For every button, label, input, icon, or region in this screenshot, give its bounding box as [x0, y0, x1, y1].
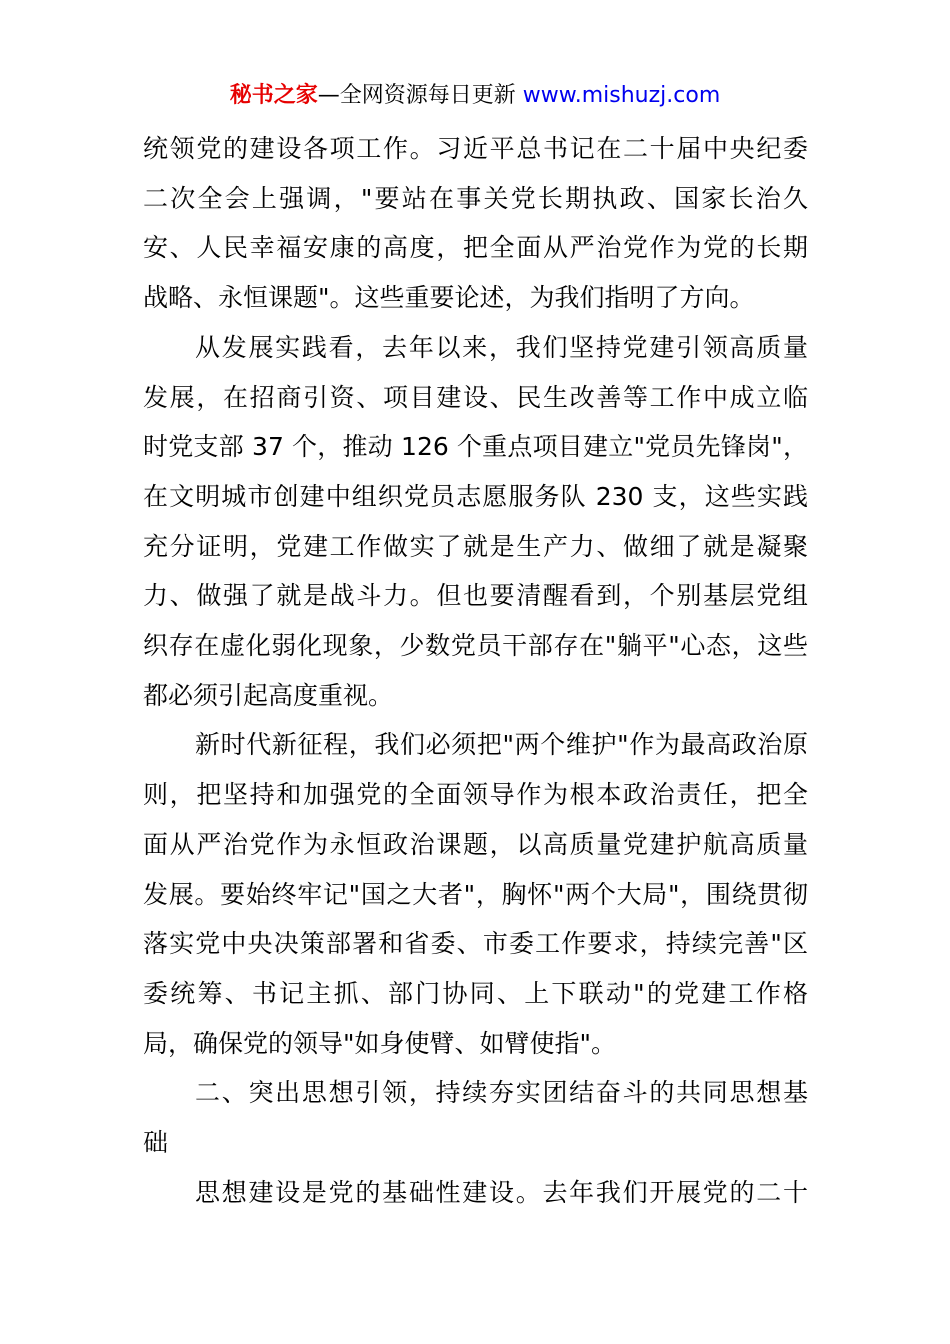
- text-line: 都必须引起高度重视。: [143, 680, 394, 710]
- text-line: 时党支部 37 个，推动 126 个重点项目建立"党员先锋岗"，: [143, 432, 808, 462]
- text-line: 落实党中央决策部署和省委、市委工作要求，持续完善"区: [143, 929, 808, 959]
- text-line: 二次全会上强调，"要站在事关党长期执政、国家长治久: [143, 183, 808, 213]
- text-line: 织存在虚化弱化现象，少数党员干部存在"躺平"心态，这些: [143, 631, 808, 661]
- text-line: 安、人民幸福安康的高度，把全面从严治党作为党的长期: [143, 233, 808, 263]
- site-url-link[interactable]: www.mishuzj.com: [522, 83, 721, 108]
- site-brand: 秘书之家: [229, 83, 318, 108]
- text-line: 思想建设是党的基础性建设。去年我们开展党的二十: [195, 1177, 808, 1207]
- text-line: 充分证明，党建工作做实了就是生产力、做细了就是凝聚: [143, 531, 808, 561]
- text-line: 则，把坚持和加强党的全面领导作为根本政治责任，把全: [143, 780, 808, 810]
- text-line: 在文明城市创建中组织党员志愿服务队 230 支，这些实践: [143, 481, 808, 511]
- site-slogan: —全网资源每日更新: [317, 83, 523, 108]
- text-line: 础: [143, 1128, 169, 1158]
- document-body: [143, 124, 808, 1217]
- text-line: 二、突出思想引领，持续夯实团结奋斗的共同思想基: [195, 1078, 808, 1108]
- text-line: 新时代新征程，我们必须把"两个维护"作为最高政治原: [195, 730, 808, 760]
- text-line: 发展，在招商引资、项目建设、民生改善等工作中成立临: [143, 382, 808, 412]
- site-header: [0, 80, 950, 112]
- text-line: 战略、永恒课题"。这些重要论述，为我们指明了方向。: [143, 283, 755, 313]
- text-line: 局，确保党的领导"如身使臂、如臂使指"。: [143, 1028, 616, 1058]
- text-line: 力、做强了就是战斗力。但也要清醒看到，个别基层党组: [143, 581, 808, 611]
- text-line: 面从严治党作为永恒政治课题，以高质量党建护航高质量: [143, 829, 808, 859]
- text-line: 发展。要始终牢记"国之大者"，胸怀"两个大局"，围绕贯彻: [143, 879, 808, 909]
- text-line: 委统筹、书记主抓、部门协同、上下联动"的党建工作格: [143, 978, 808, 1008]
- text-line: 从发展实践看，去年以来，我们坚持党建引领高质量: [195, 332, 808, 362]
- text-line: 统领党的建设各项工作。习近平总书记在二十届中央纪委: [143, 134, 808, 163]
